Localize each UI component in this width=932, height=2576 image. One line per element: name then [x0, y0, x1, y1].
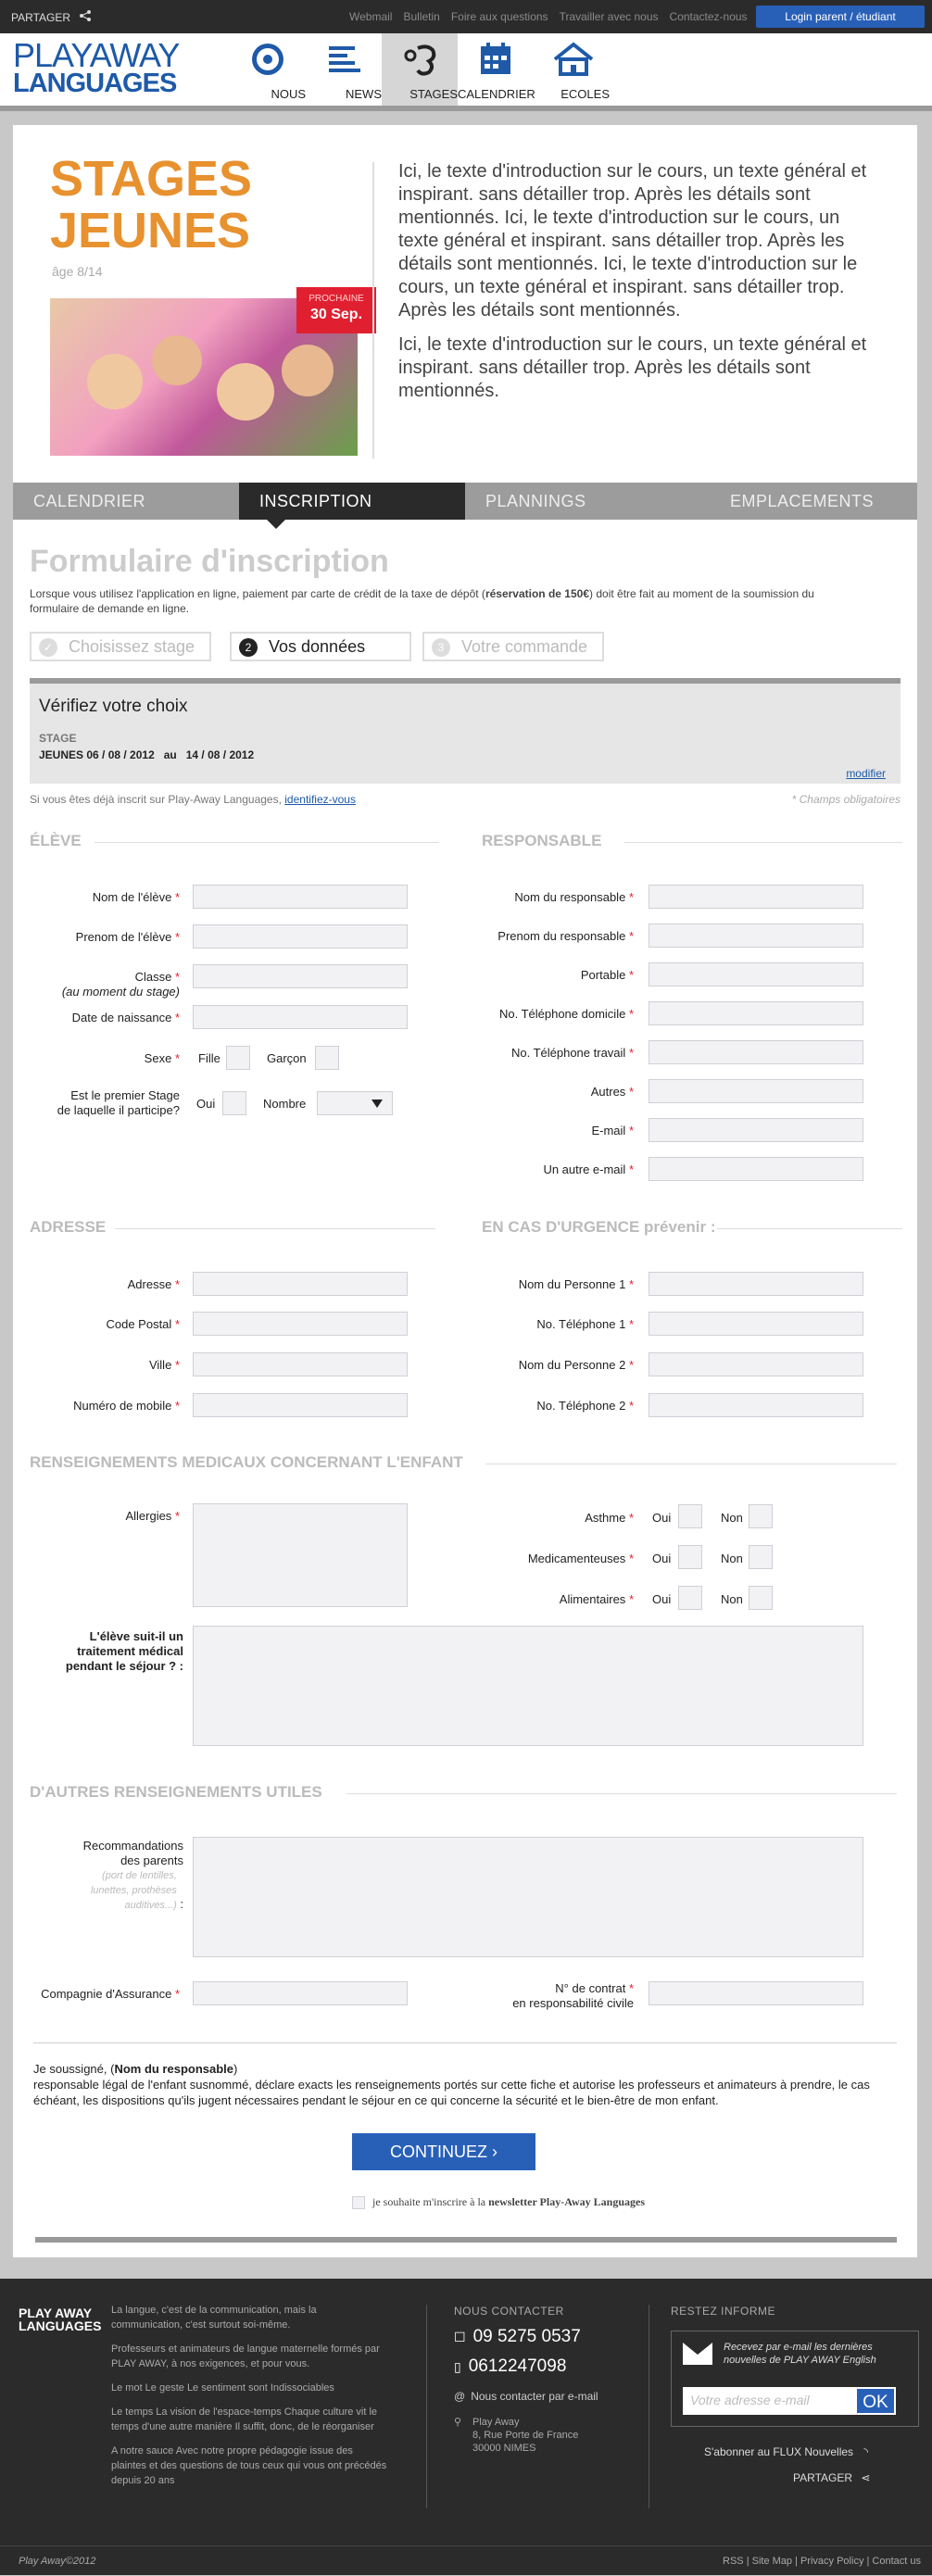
label-code-postal: Code Postal * [106, 1317, 180, 1331]
label-text: Recommandations [82, 1839, 183, 1853]
stay-informed-heading: RESTEZ INFORME [671, 2305, 776, 2318]
about-paragraph: La langue, c'est de la communication, mais la communication, c'est surtout soi-même. [111, 2305, 317, 2331]
label-email: E-mail * [591, 1124, 634, 1137]
label-text: Allergies [125, 1509, 172, 1523]
label-tel1: No. Téléphone 1 * [536, 1317, 634, 1331]
label-classe: Classe * (au moment du stage) [61, 970, 180, 999]
tel1-input[interactable] [649, 1312, 863, 1336]
login-button[interactable]: Login parent / étudiant [756, 6, 925, 28]
autre-email-input[interactable] [649, 1157, 863, 1181]
contact-heading: NOUS CONTACTER [454, 2305, 564, 2318]
nav-nous[interactable] [230, 33, 306, 106]
section-eleve: ÉLÈVE [30, 832, 82, 849]
option-oui: Oui [652, 1592, 672, 1606]
asthme-non-checkbox[interactable] [749, 1504, 773, 1528]
option-oui: Oui [652, 1552, 672, 1565]
required-note: * Champs obligatoires [791, 793, 901, 806]
label-premier-stage [31, 1088, 180, 1118]
label-assurance: Compagnie d'Assurance * [41, 1987, 180, 2001]
addr3: 30000 NIMES [472, 2443, 536, 2454]
top-bar [0, 0, 932, 33]
section-line [717, 1228, 902, 1229]
label-ville: Ville * [148, 1358, 180, 1372]
logo-line2[interactable]: LANGUAGES [13, 69, 177, 98]
label-text: Prenom du responsable [497, 929, 626, 943]
label-portable: Portable * [580, 968, 634, 982]
phone1-text: 09 5275 0537 [472, 2327, 581, 2346]
decl-part: ) [233, 2062, 238, 2076]
step-2-label: Vos données [269, 637, 366, 656]
recommandations-textarea[interactable] [193, 1837, 863, 1957]
rss-icon: ◝ [863, 2445, 869, 2458]
phone-1 [454, 2327, 581, 2347]
option-non: Non [721, 1552, 743, 1565]
nav-calendrier-label: CALENDRIER [458, 87, 535, 101]
label-traitement [31, 1629, 183, 1674]
prenom-responsable-input[interactable] [649, 924, 863, 948]
phone2-text: 0612247098 [468, 2356, 567, 2376]
nom-responsable-input[interactable] [649, 885, 863, 909]
next-date-badge [296, 287, 376, 333]
phone-icon: ☐ [454, 2330, 466, 2344]
asthme-oui-checkbox[interactable] [678, 1504, 702, 1528]
step-3-number: 3 [432, 638, 450, 657]
label-tel-travail: No. Téléphone travail * [510, 1046, 634, 1060]
label-text: No. Téléphone 1 [536, 1317, 626, 1331]
premier-stage-oui-checkbox[interactable] [222, 1091, 246, 1115]
option-non: Non [721, 1511, 743, 1525]
about-paragraph: Le mot Le geste Le sentiment sont Indissociables [111, 2382, 334, 2394]
footer-bottom [0, 2545, 932, 2575]
label-text: Code Postal [106, 1317, 172, 1331]
tab-bar [13, 483, 917, 520]
label-text: E-mail [591, 1124, 626, 1137]
medicamenteuses-non-checkbox[interactable] [749, 1545, 773, 1569]
option-garcon: Garçon [267, 1051, 307, 1065]
section-line [624, 842, 902, 843]
continue-button[interactable]: CONTINUEZ › [352, 2133, 535, 2170]
newsletter-email-input[interactable]: Votre adresse e-mail [683, 2387, 855, 2415]
about-paragraph: A notre sauce Avec notre propre pédagogie issue des plaintes et des questions de tous ceux qui vous ont précédés depuis 20 ans [111, 2445, 387, 2486]
medicamenteuses-oui-checkbox[interactable] [678, 1545, 702, 1569]
nav-nous-label: NOUS [271, 87, 306, 101]
nom-eleve-input[interactable] [193, 885, 408, 909]
option-oui: Oui [652, 1511, 672, 1525]
label-text: No. Téléphone domicile [498, 1007, 626, 1021]
phone-2 [454, 2356, 566, 2377]
label-date-naissance: Date de naissance * [71, 1011, 180, 1024]
label-personne2: Nom du Personne 2 * [518, 1358, 634, 1372]
hero-title-line2: JEUNES [50, 203, 251, 258]
intro-paragraph-2: Ici, le texte d'introduction sur le cours, un texte général et inspirant. sans détailler trop. Après les détails sont mentionnés. [398, 334, 867, 401]
card-bottom-bar [35, 2237, 897, 2243]
label-nombre: Nombre [263, 1097, 307, 1111]
top-link-webmail[interactable]: Webmail [349, 10, 393, 23]
age-range: âge 8/14 [52, 264, 103, 279]
prenom-eleve-input[interactable] [193, 924, 408, 949]
fille-checkbox[interactable] [226, 1046, 250, 1070]
hero-title-line1: STAGES [50, 151, 253, 207]
label-text: Nom du Personne 2 [518, 1358, 626, 1372]
label-nom-responsable: Nom du responsable * [514, 890, 634, 904]
tab-calendrier[interactable]: CALENDRIER [33, 492, 146, 510]
newsletter-bold: newsletter Play-Away Languages [488, 2195, 645, 2208]
code-postal-input[interactable] [193, 1312, 408, 1336]
intro-paragraph-1: Ici, le texte d'introduction sur le cours, un texte général et inspirant. sans détailler trop. Après les détails sont mentionnés. Ici, le texte d'introduction sur le cours, un texte général et inspirant. sans détailler trop. Après les détails sont mentionnés. Ici, le texte d'introduction sur le cours, un texte général et inspirant. sans détailler trop. Après les détails sont mentionnés. [398, 161, 867, 320]
label-autre-email: Un autre e-mail * [543, 1162, 634, 1176]
date-naissance-input[interactable] [193, 1005, 408, 1029]
hero-title [50, 153, 252, 257]
tel2-input[interactable] [649, 1393, 863, 1417]
label-text: des parents [120, 1853, 183, 1867]
footer-logo-line2: LANGUAGES [19, 2318, 102, 2333]
already-text: Si vous êtes déjà inscrit sur Play-Away Languages, [30, 793, 285, 806]
label-mobile: Numéro de mobile * [73, 1399, 180, 1413]
newsletter-ok-button[interactable]: OK [855, 2387, 896, 2415]
label-text: Prenom de l'élève [75, 930, 172, 944]
verify-choice-box [30, 678, 901, 784]
label-text: traitement médical [77, 1644, 183, 1658]
label-text: de laquelle il participe? [57, 1103, 180, 1117]
nav-stages-label: STAGES [409, 87, 458, 101]
step-2 [230, 632, 411, 661]
nav-news-label: NEWS [346, 87, 382, 101]
autres-input[interactable] [649, 1079, 863, 1103]
footer-links[interactable]: RSS | Site Map | Privacy Policy | Contact us [723, 2556, 921, 2567]
rss-text: S'abonner au FLUX Nouvelles [704, 2445, 854, 2458]
address [454, 2416, 578, 2455]
section-line [94, 842, 439, 843]
section-line [115, 1228, 435, 1229]
option-fille: Fille [198, 1051, 220, 1065]
verify-title: Vérifiez votre choix [39, 697, 188, 716]
label-text: Date de naissance [71, 1011, 172, 1024]
label-prenom-responsable: Prenom du responsable * [497, 929, 634, 943]
label-text: L'élève suit-il un [89, 1629, 183, 1643]
label-autres: Autres * [590, 1085, 634, 1099]
step-3-label: Votre commande [461, 637, 588, 656]
decl-part: Je soussigné, ( [33, 2062, 115, 2076]
label-text: No. Téléphone 2 [536, 1399, 626, 1413]
footer-logo-line1: PLAY AWAY [19, 2306, 93, 2320]
section-urgence: EN CAS D'URGENCE prévenir : [482, 1218, 716, 1236]
label-text: Portable [580, 968, 626, 982]
mail-icon [683, 2343, 712, 2365]
top-link-contact[interactable]: Contactez-nous [669, 10, 748, 23]
mobile-input[interactable] [193, 1393, 408, 1417]
nav-news[interactable] [306, 33, 382, 106]
top-link-bulletin[interactable]: Bulletin [403, 10, 440, 23]
desc-bold: réservation de 150€ [485, 587, 590, 600]
about-paragraph: Le temps La vision de l'espace-temps Chaque culture vit le temps d'une autre manière Il suffit, donc, de le réorganiser [111, 2406, 378, 2432]
ville-input[interactable] [193, 1352, 408, 1376]
step-1[interactable] [30, 632, 211, 661]
garcon-checkbox[interactable] [315, 1046, 339, 1070]
share-label: PARTAGER [11, 11, 71, 24]
label-text: Asthme [585, 1511, 626, 1525]
label-personne1: Nom du Personne 1 * [518, 1277, 634, 1291]
section-autres: D'AUTRES RENSEIGNEMENTS UTILES [30, 1783, 322, 1801]
share-icon: ⋖ [861, 2471, 871, 2484]
intro-text [398, 160, 880, 414]
header [0, 33, 932, 106]
step-3 [422, 632, 604, 661]
logo-line1[interactable]: PLAYAWAY [13, 36, 180, 74]
newsletter-box [671, 2331, 919, 2427]
option-non: Non [721, 1592, 743, 1606]
desc-part2: ) doit être fait au moment de la soumission du formulaire de demande en ligne. [30, 587, 814, 615]
label-prenom-eleve: Prenom de l'élève * [75, 930, 180, 944]
top-link-jobs[interactable]: Travailler avec nous [559, 10, 659, 23]
traitement-textarea[interactable] [193, 1626, 863, 1746]
already-registered-text [30, 793, 356, 806]
label-text: pendant le séjour ? : [65, 1659, 183, 1673]
contact-mail-text: Nous contacter par e-mail [471, 2390, 598, 2403]
portable-input[interactable] [649, 962, 863, 986]
adresse-input[interactable] [193, 1272, 408, 1296]
label-text: Nom du Personne 1 [518, 1277, 626, 1291]
allergies-textarea[interactable] [193, 1503, 408, 1607]
nav-calendrier[interactable] [458, 33, 534, 106]
rss-link[interactable] [704, 2445, 868, 2458]
label-asthme: Asthme * [585, 1511, 634, 1525]
form-title: Formulaire d'inscription [30, 544, 389, 579]
tel-domicile-input[interactable] [649, 1001, 863, 1025]
label-text: Sexe [144, 1051, 172, 1065]
share-link[interactable] [11, 10, 92, 24]
newsletter-checkbox[interactable] [352, 2196, 365, 2209]
share-icon [79, 10, 92, 24]
tel-travail-input[interactable] [649, 1040, 863, 1064]
label-text: Nom de l'élève [92, 890, 172, 904]
label-allergies: Allergies * [125, 1509, 180, 1523]
contrat-input[interactable] [649, 1981, 863, 2005]
label-text: Est le premier Stage [70, 1088, 180, 1102]
main-card [13, 125, 917, 2257]
newsletter-text: je souhaite m'inscrire à la [372, 2195, 489, 2208]
footer-about [111, 2303, 389, 2497]
section-medical: RENSEIGNEMENTS MEDICAUX CONCERNANT L'ENFANT [30, 1453, 463, 1471]
verify-stage-dates: JEUNES 06 / 08 / 2012 au 14 / 08 / 2012 [39, 748, 255, 761]
footer [0, 2279, 932, 2575]
label-text: Ville [148, 1358, 172, 1372]
footer-share-link[interactable] [793, 2471, 870, 2484]
alimentaires-non-checkbox[interactable] [749, 1586, 773, 1610]
footer-logo[interactable] [19, 2306, 101, 2332]
label-adresse: Adresse * [127, 1277, 180, 1291]
copyright: Play Away©2012 [19, 2556, 96, 2567]
footer-divider [426, 2305, 427, 2508]
label-text: No. Téléphone travail [510, 1046, 626, 1060]
contact-email-link[interactable] [454, 2390, 598, 2403]
section-responsable: RESPONSABLE [482, 832, 602, 849]
mobile-icon: ▯ [454, 2359, 461, 2374]
label-medicamenteuses: Medicamenteuses * [527, 1552, 634, 1565]
form-description [30, 586, 863, 616]
label-text: Classe [134, 970, 172, 984]
label-recommandations: Recommandations des parents (port de lentilles, lunettes, prothèses auditives...) : [31, 1839, 183, 1913]
label-nom-eleve: Nom de l'élève * [92, 890, 180, 904]
hero-divider [372, 162, 374, 459]
label-tel-domicile: No. Téléphone domicile * [498, 1007, 634, 1021]
label-contrat: N° de contrat * en responsabilité civile [512, 1981, 634, 2010]
about-paragraph: Professeurs et animateurs de langue maternelle formés par PLAY AWAY, à nos exigences, et pour vous. [111, 2344, 380, 2369]
label-text: en responsabilité civile [512, 1996, 634, 2010]
share-text: PARTAGER [793, 2471, 853, 2484]
label-alimentaires: Alimentaires * [559, 1592, 634, 1606]
recomm-note: (port de lentilles, lunettes, prothèses auditives...) [90, 1870, 177, 1911]
decl-bold: Nom du responsable [114, 2062, 234, 2076]
tab-emplacements[interactable]: EMPLACEMENTS [730, 492, 875, 510]
declaration-text [33, 2061, 895, 2108]
at-icon: @ [454, 2390, 466, 2403]
newsletter-optin [352, 2195, 645, 2209]
nav-ecoles-label: ECOLES [560, 87, 610, 101]
step-2-number: 2 [239, 638, 258, 657]
badge-label: PROCHAINE [309, 294, 364, 304]
decl-rest: responsable légal de l'enfant susnommé, déclare exacts les renseignements portés sur cette fiche et autorise les professeurs et animateurs à prendre, le cas échéant, les dispositions qu'ils jugent nécessaires pendant le séjour en ce qui concerne la sécurité et le bien-être de mon enfant. [33, 2078, 870, 2107]
chevron-down-icon [372, 1100, 383, 1108]
label-text: Medicamenteuses [527, 1552, 626, 1565]
assurance-input[interactable] [193, 1981, 408, 2005]
verify-stage-label: STAGE [39, 732, 77, 745]
newsletter-description: Recevez par e-mail les dernières nouvelles de PLAY AWAY English [724, 2342, 876, 2366]
desc-part1: Lorsque vous utilisez l'application en ligne, paiement par carte de crédit de la taxe de dépôt ( [30, 587, 485, 600]
label-text: Autres [590, 1085, 626, 1099]
nombre-select[interactable] [317, 1091, 393, 1115]
check-icon: ✓ [39, 638, 57, 657]
personne1-input[interactable] [649, 1272, 863, 1296]
label-text: Un autre e-mail [543, 1162, 626, 1176]
classe-input[interactable] [193, 964, 408, 988]
section-line [33, 2042, 897, 2043]
label-text: Nom du responsable [514, 890, 626, 904]
header-divider [0, 106, 932, 111]
classe-note: (au moment du stage) [61, 985, 180, 999]
addr2: 8, Rue Porte de France [472, 2430, 579, 2441]
top-link-faq[interactable]: Foire aux questions [450, 10, 548, 23]
label-text: Adresse [127, 1277, 172, 1291]
label-sexe: Sexe * [144, 1051, 180, 1065]
personne2-input[interactable] [649, 1352, 863, 1376]
tab-plannings[interactable]: PLANNINGS [485, 492, 586, 510]
nav-ecoles[interactable] [534, 33, 610, 106]
nav-stages[interactable] [382, 33, 458, 106]
section-adresse: ADRESSE [30, 1218, 107, 1236]
top-links [349, 10, 759, 23]
step-1-label: Choisissez stage [69, 637, 195, 656]
addr1: Play Away [472, 2417, 520, 2428]
section-line [346, 1793, 897, 1794]
label-text: Alimentaires [559, 1592, 626, 1606]
badge-date: 30 Sep. [309, 307, 363, 322]
tab-inscription[interactable]: INSCRIPTION [239, 483, 465, 520]
option-oui: Oui [196, 1097, 216, 1111]
label-text: N° de contrat [555, 1981, 626, 1995]
label-text: Numéro de mobile [73, 1399, 172, 1413]
login-link[interactable]: identifiez-vous [284, 793, 356, 806]
label-tel2: No. Téléphone 2 * [536, 1399, 634, 1413]
pin-icon: ⚲ [454, 2417, 462, 2428]
email-input[interactable] [649, 1118, 863, 1142]
alimentaires-oui-checkbox[interactable] [678, 1586, 702, 1610]
label-text: Compagnie d'Assurance [41, 1987, 172, 2001]
modify-link[interactable]: modifier [846, 767, 886, 780]
